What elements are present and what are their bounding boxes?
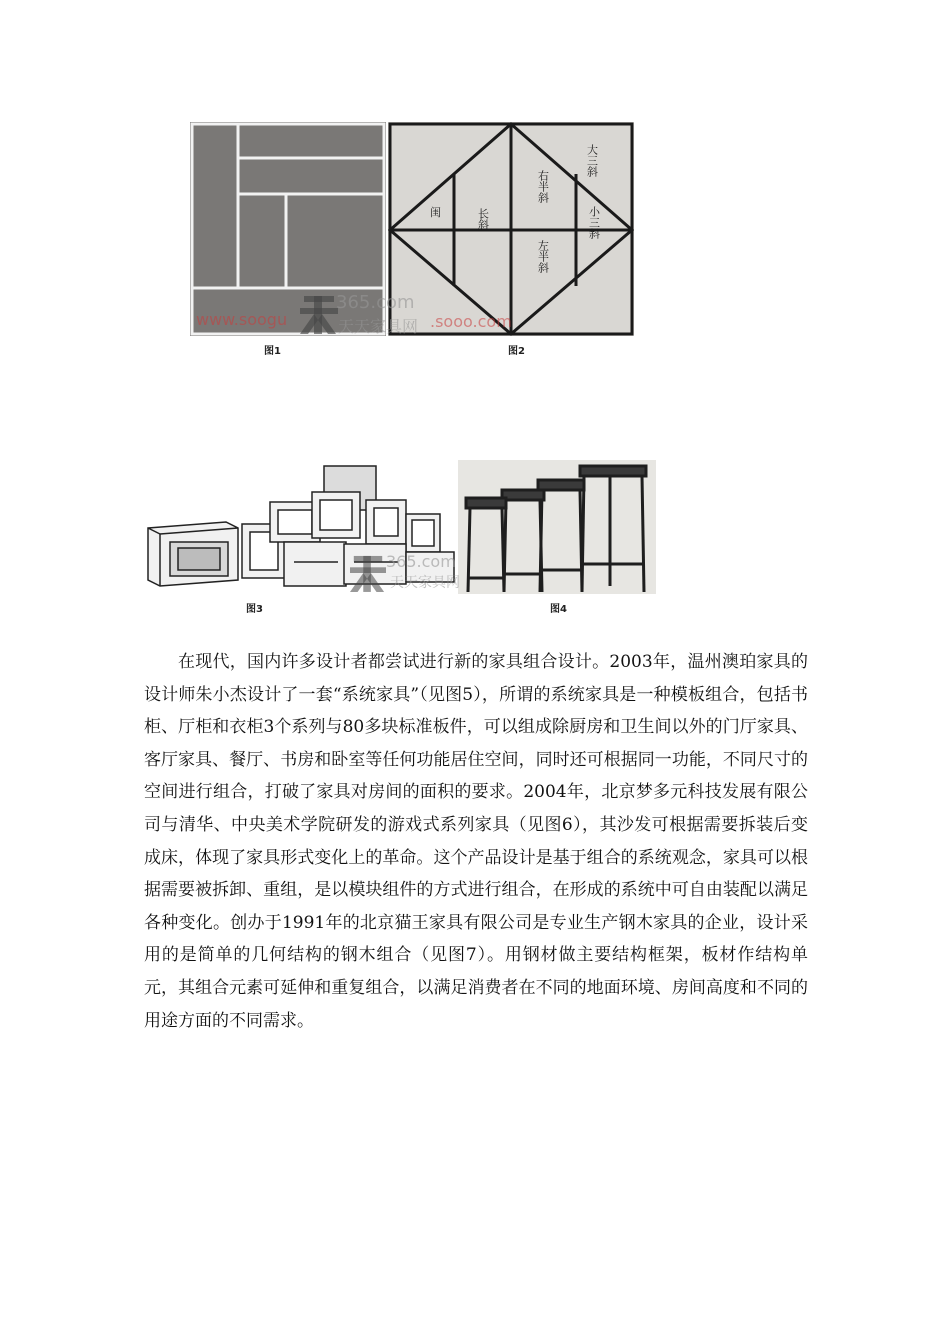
watermark-tagline: 天天家具网 — [338, 317, 419, 336]
figure-3-caption: 图3 — [246, 604, 263, 615]
figure-4-image — [458, 460, 656, 594]
body-text — [144, 646, 808, 1037]
figure-2-image — [388, 122, 634, 336]
watermark-logo-icon-2 — [350, 552, 386, 594]
watermark-tagline-2: 天天家具网 — [390, 575, 460, 591]
fig2-label-you-ban-xie: 右半斜 — [536, 170, 550, 203]
fig2-label-da-san-xie: 大三斜 — [585, 144, 599, 177]
fig2-label-gui: 闺 — [430, 206, 441, 219]
fig2-label-xiao-san-xie: 小三斜 — [587, 206, 601, 239]
watermark-logo-icon — [300, 292, 338, 336]
watermark-brand-2: 365.com — [386, 552, 456, 571]
watermark-site-left: www.soogu — [196, 310, 288, 329]
watermark-brand: 365.com — [336, 292, 415, 313]
figure-2-caption: 图2 — [508, 346, 525, 357]
figure-1-caption: 图1 — [264, 346, 281, 357]
body-paragraph: 在现代，国内许多设计者都尝试进行新的家具组合设计。2003年，温州澳珀家具的设计师朱小杰设计了一套“系统家具”（见图5），所谓的系统家具是一种模板组合，包括书柜、厅柜和衣柜3个系列与80多块标准板件，可以组成除厨房和卫生间以外的门厅家具、客厅家具、餐厅、书房和卧室等任何功能居住空间，同时还可根据同一功能，不同尺寸的空间进行组合，打破了家具对房间的面积的要求。2004年，北京梦多元科技发展有限公司与清华、中央美术学院研发的游戏式系列家具（见图6），其沙发可根据需要拆装后变成床，体现了家具形式变化上的革命。这个产品设计是基于组合的系统观念，家具可以根据需要被拆卸、重组，是以模块组件的方式进行组合，在形成的系统中可自由装配以满足各种变化。创办于1991年的北京猫王家具有限公司是专业生产钢木家具的企业，设计采用的是简单的几何结构的钢木组合（见图7）。用钢材做主要结构框架，板材作结构单元，其组合元素可延伸和重复组合，以满足消费者在不同的地面环境、房间高度和不同的用途方面的不同需求。 — [144, 652, 808, 1031]
watermark-site-right: .sooo.com — [430, 312, 512, 331]
fig2-label-chang-xie: 长斜 — [476, 208, 490, 230]
fig2-label-zuo-ban-xie: 左半斜 — [536, 240, 550, 273]
figure-4-caption: 图4 — [550, 604, 567, 615]
